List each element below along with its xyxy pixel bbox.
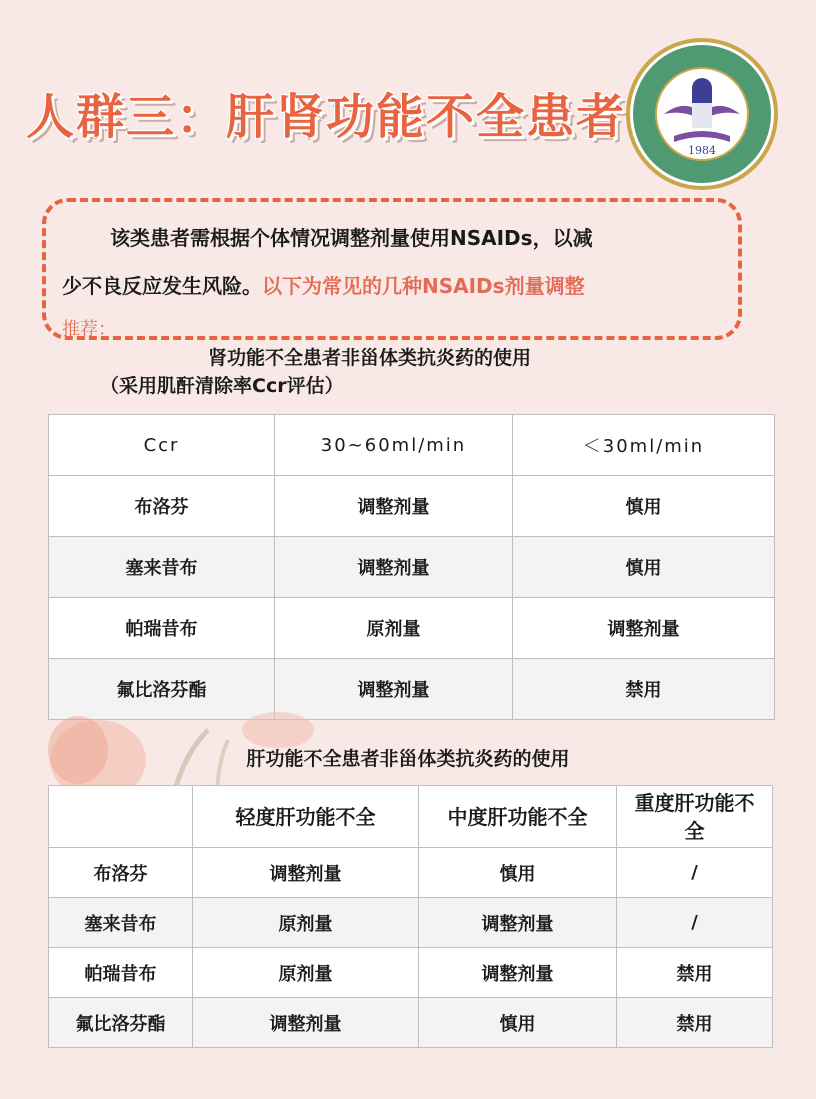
table-row (49, 898, 773, 948)
drug-name: 塞来昔布 (49, 898, 193, 948)
table-cell: 原剂量 (193, 898, 419, 948)
header-cell: 轻度肝功能不全 (193, 786, 419, 848)
table-row (49, 848, 773, 898)
table-cell: 调整剂量 (513, 598, 775, 659)
table-cell: 慎用 (513, 476, 775, 537)
header-cell: Ccr (49, 415, 275, 476)
header-cell (49, 786, 193, 848)
header-cell: 30~60ml/min (275, 415, 513, 476)
table-cell: 慎用 (513, 537, 775, 598)
table-cell: 调整剂量 (193, 848, 419, 898)
table-header-row (49, 786, 773, 848)
table-cell: 慎用 (419, 998, 617, 1048)
intro-box (42, 198, 742, 340)
table-row (49, 598, 775, 659)
table-cell: 调整剂量 (275, 476, 513, 537)
renal-table (48, 414, 775, 720)
table-cell: 调整剂量 (275, 659, 513, 720)
intro-line2-highlight: 以下为常见的几种NSAIDs剂量调整 (262, 274, 585, 298)
table-row (49, 998, 773, 1048)
hepatic-table-caption: 肝功能不全患者非甾体类抗炎药的使用 (246, 748, 570, 770)
table-cell: 禁用 (617, 948, 773, 998)
hospital-logo (624, 36, 780, 192)
table-cell: 调整剂量 (419, 898, 617, 948)
table-cell: 禁用 (513, 659, 775, 720)
header-cell: 中度肝功能不全 (419, 786, 617, 848)
drug-name: 帕瑞昔布 (49, 598, 275, 659)
table-cell: 禁用 (617, 998, 773, 1048)
header-cell: 重度肝功能不全 (617, 786, 773, 848)
intro-line2: 少不良反应发生风险。 (62, 274, 262, 298)
table-cell: 调整剂量 (275, 537, 513, 598)
table-cell: / (617, 848, 773, 898)
table-row (49, 537, 775, 598)
table-cell: / (617, 898, 773, 948)
drug-name: 帕瑞昔布 (49, 948, 193, 998)
hepatic-table (48, 785, 773, 1048)
intro-line3-highlight: 推荐： (62, 319, 116, 340)
drug-name: 塞来昔布 (49, 537, 275, 598)
table-header-row (49, 415, 775, 476)
table-row (49, 476, 775, 537)
table-cell: 慎用 (419, 848, 617, 898)
page-title: 人群三：肝肾功能不全患者 (26, 89, 627, 145)
table-cell: 原剂量 (193, 948, 419, 998)
drug-name: 氟比洛芬酯 (49, 998, 193, 1048)
table-row (49, 948, 773, 998)
logo-year: 1984 (688, 144, 716, 157)
renal-table-caption (100, 344, 700, 400)
intro-line1: 该类患者需根据个体情况调整剂量使用NSAIDs，以减 (110, 226, 593, 250)
table-cell: 调整剂量 (193, 998, 419, 1048)
renal-caption-line2: （采用肌酐清除率Ccr评估） (100, 375, 344, 397)
table-cell: 调整剂量 (419, 948, 617, 998)
drug-name: 氟比洛芬酯 (49, 659, 275, 720)
drug-name: 布洛芬 (49, 476, 275, 537)
renal-caption-line1: 肾功能不全患者非甾体类抗炎药的使用 (208, 347, 532, 369)
drug-name: 布洛芬 (49, 848, 193, 898)
header-cell: ＜30ml/min (513, 415, 775, 476)
table-cell: 原剂量 (275, 598, 513, 659)
